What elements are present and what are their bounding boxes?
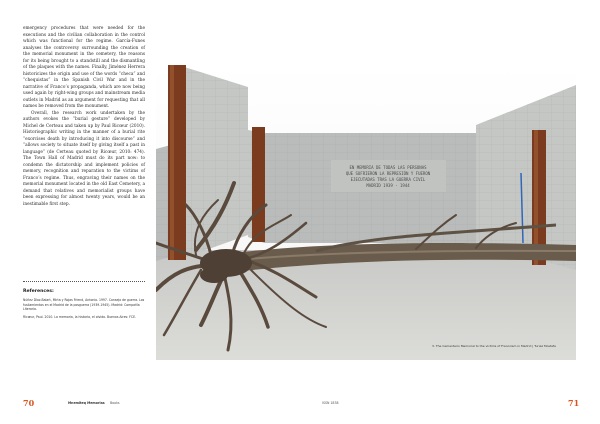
dotted-divider — [23, 281, 145, 282]
memorial-photo — [156, 65, 576, 360]
body-paragraph: Overall, the research work undertaken by the authors evokes the “burial gesture” developed by Michel de Certeau and taken up by Paul Ricœur (2010). Historiographic writing in the manner of a burial rite “exorcises death by introducing it into discourse” and “allows society to situate itself by giving itself a past in language” (de Certeau quoted by Ricœur, 2010: 474). The Town Hall of Madrid must do its part now: to condemn the dictatorship and implement policies of memory, recognition and reparation to the victims of Franco’s regime. Thus, engraving their names on the memorial monument located in the old East Cemetery, a demand that relatives and memorialist groups have been expressing for almost twenty years, would be an inestimable first step. — [23, 110, 145, 207]
references-section — [23, 289, 147, 322]
left-page-number: 70 — [23, 398, 35, 408]
inscription-line: MADRID 1939 - 1944 — [366, 183, 410, 188]
right-page-number: 71 — [568, 398, 580, 408]
inscription-line: EJECUTADAS TRAS LA GUERRA CIVIL — [350, 177, 426, 182]
body-text-column — [23, 26, 145, 208]
references-heading: References: — [23, 289, 54, 294]
issn-label: ISSN 1838 — [322, 401, 339, 405]
journal-name: Mnemiteq Memorias — [68, 401, 105, 405]
reference-item: Ricœur, Paul. 2010. La memoria, la historia, el olvido. Buenos Aires: FCE. — [23, 314, 137, 319]
reference-item: Núñez Díaz-Balart, Mirta y Rojas Friend, Antonio. 1997. Consejo de guerra. Los fusilamientos en el Madrid de la posguerra (1939-1945). Madrid: Compañía Literaria. — [23, 298, 145, 312]
inscription-line: EN MEMORIA DE TODAS LAS PERSONAS — [349, 165, 427, 170]
section-name: Books — [110, 401, 120, 405]
photo-caption: 3. The Cementerio Memorial to the victims of Francoism in Madrid | Turiaz Mostafa — [432, 344, 556, 348]
inscription-line: QUE SUFRIERON LA REPRESIÓN Y FUERON — [345, 171, 431, 176]
body-paragraph: emergency procedures that were needed for the executions and the civilian collaboration in the control which was functional for the regime. García-Funes analyses the controversy surrounding the creation of the memorial monument in the cemetery, the reasons for its being brought to a standstill and the dismantling of the plaques with the names. Finally, Jiménez Herrera historicizes the origin and use of the words “checa” and “chequistas” in the Spanish Civil War and in the narrative of Franco’s propaganda, which are now being used again by right-wing groups and mainstream media outlets in Madrid as an argument for requesting that all names be removed from the monument. — [23, 26, 145, 109]
